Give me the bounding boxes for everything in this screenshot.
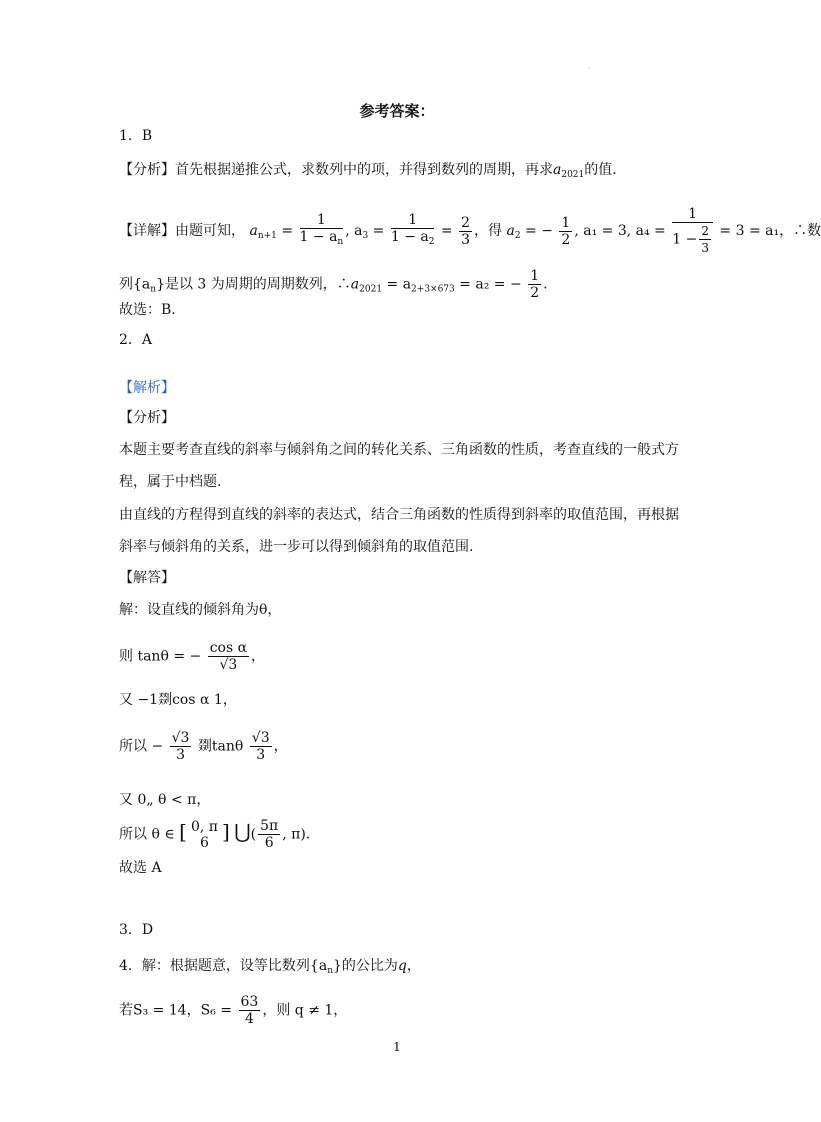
q2-analysis-tag: 【分析】 (119, 410, 175, 426)
q1-analysis (119, 160, 617, 185)
frac-num: √3 (171, 730, 190, 746)
frac-den: 2 (530, 285, 540, 301)
frac-den: 3 (176, 747, 186, 763)
frac-5pi-6 (258, 818, 280, 851)
frac-den (672, 223, 713, 256)
detail-text: ，得 (474, 223, 503, 239)
q4-text: 4．解：根据题意，设等比数列 (119, 958, 310, 974)
frac-sqrt3-3 (170, 730, 192, 763)
math-text: 所以 θ ∈ (119, 826, 175, 843)
sqrt: √3 (219, 657, 238, 673)
frac-num: 1 (391, 212, 435, 229)
math-text: } (156, 276, 165, 293)
math-sub: n (150, 284, 157, 295)
frac-1-2 (528, 268, 541, 301)
detail-text: ，∴数 (779, 223, 821, 239)
math-text: . (543, 276, 548, 293)
math-sub: n (337, 237, 344, 247)
math-a: a (506, 223, 515, 239)
math-text: 1 − (672, 231, 698, 248)
math-text: = a₂ = − (459, 276, 522, 293)
frac-cos-sqrt3 (208, 640, 249, 673)
page-title: 参考答案： (359, 102, 435, 120)
detail-text: 是以 3 为周期的周期数列，∴ (164, 276, 351, 293)
frac-1-over-1-an (300, 212, 344, 250)
q2-number: 2．A (119, 332, 153, 348)
q1-choice: 故选：B. (119, 302, 176, 318)
frac-den: 3 (461, 231, 471, 248)
frac-63-4 (239, 994, 261, 1027)
q2-answer-tag: 【解答】 (119, 570, 175, 586)
q1-sequence (119, 268, 548, 301)
analysis-text-end: 的值. (584, 162, 617, 178)
frac-den (391, 229, 435, 250)
q2-parse-tag: 【解析】 (119, 380, 175, 396)
q4-line-2 (119, 994, 347, 1027)
frac-num: 5π (260, 818, 279, 834)
math-text: S₃ = 14 (133, 1002, 187, 1019)
frac-den: 3 (256, 747, 266, 763)
frac-nested (672, 206, 713, 256)
frac-2-3-inner (699, 223, 711, 256)
q2-tan-range (119, 730, 288, 763)
math-sub: 2021 (561, 170, 585, 180)
math-text: {a (133, 276, 151, 293)
math-sub: 3 (362, 231, 369, 241)
detail-text: 由题可知， (175, 223, 245, 239)
frac-num: √3 (251, 730, 270, 746)
math-text: ( (250, 826, 257, 843)
math-text: = a (386, 276, 412, 293)
math-text: , a₁ = 3, a₄ = (574, 223, 666, 239)
math-text: ， (406, 958, 421, 974)
detail-text: 列 (119, 276, 133, 293)
math-text: 1 − a (390, 229, 429, 245)
math-text: 1 − a (299, 229, 338, 245)
math-q: q (397, 958, 407, 974)
math-text: {a (309, 958, 328, 974)
frac-den: 4 (244, 1011, 254, 1027)
math-union: ⋃ (234, 819, 251, 844)
q4-text: ，则 q ≠ 1， (262, 1002, 348, 1019)
bracket-right: ] (221, 819, 230, 844)
frac-den (208, 657, 249, 673)
math-text: ，S₆ = (186, 1002, 233, 1019)
frac-den: 2 (561, 231, 571, 248)
math-sub: 2 (428, 237, 435, 247)
q4-line-1 (119, 956, 421, 981)
frac-den: 6 (264, 835, 274, 851)
math-text: } (332, 958, 342, 974)
q2-para-2: 程，属于中档题. (119, 474, 222, 490)
math-sub: n+1 (257, 231, 277, 241)
analysis-text: 首先根据递推公式，求数列中的项，并得到数列的周期，再求 (175, 162, 553, 178)
detail-tag: 【详解】 (119, 223, 175, 239)
math-sub: 2+3×673 (411, 284, 455, 295)
math-text: ， (273, 738, 288, 755)
math-text: = 3 = a₁ (719, 223, 780, 239)
frac-den: 3 (701, 241, 709, 255)
q2-cos-range: 又 −1剟cos α 1， (119, 692, 237, 708)
frac-num: 0, π (190, 818, 218, 835)
math-sub: 2 (514, 231, 521, 241)
math-a: a (249, 223, 258, 239)
frac-num: 1 (300, 212, 344, 229)
frac-num: 1 (561, 214, 571, 231)
page-number: 1 (393, 1040, 401, 1054)
q1-number: 1．B (119, 128, 153, 144)
math-eq: = (440, 223, 453, 239)
frac-2-3 (459, 215, 472, 248)
math-sub: 2021 (359, 284, 383, 295)
frac-1-over-1-a2 (391, 212, 435, 250)
frac-num: 2 (701, 224, 709, 238)
q1-detail (119, 206, 821, 256)
frac-num: 63 (240, 994, 259, 1010)
frac-den: 6 (200, 834, 209, 851)
frac-num: cos α (209, 640, 248, 656)
frac-sqrt3-3 (250, 730, 272, 763)
frac-0-pi6 (189, 819, 220, 851)
math-text: 则 tanθ = − (119, 648, 202, 665)
q2-para-4: 斜率与倾斜角的关系，进一步可以得到倾斜角的取值范围. (119, 539, 474, 555)
math-a: a (350, 276, 360, 293)
math-a: , a (345, 223, 363, 239)
q2-theta-result (119, 818, 310, 851)
frac-den (300, 229, 344, 250)
q3-number: 3．D (119, 922, 154, 938)
frac-num: 1 (530, 268, 540, 284)
frac-num: 2 (461, 214, 471, 231)
top-mark: · (588, 64, 591, 73)
math-sub: n (327, 966, 333, 976)
math-text: ， (251, 648, 266, 665)
math-text: , π). (282, 826, 311, 843)
math-text: 剟tanθ (197, 738, 244, 755)
bracket-left: [ (179, 819, 187, 844)
q2-choice: 故选 A (119, 860, 162, 876)
q4-text: 若 (119, 1002, 133, 1019)
q4-text: 的公比为 (341, 958, 398, 974)
q2-para-3: 由直线的方程得到直线的斜率的表达式，结合三角函数的性质得到斜率的取值范围，再根据 (119, 507, 679, 523)
q2-theta-range: 又 0„ θ < π， (119, 792, 211, 808)
q2-tan-eq (119, 640, 265, 673)
analysis-tag: 【分析】 (119, 162, 175, 178)
q2-para-1: 本题主要考查直线的斜率与倾斜角之间的转化关系、三角函数的性质，考查直线的一般式方 (119, 442, 679, 458)
math-eq: = (372, 223, 385, 239)
math-eq: = − (525, 223, 553, 239)
math-eq: = (281, 223, 294, 239)
math-text: 所以 − (119, 738, 164, 755)
frac-1-2 (559, 215, 572, 248)
math-a: a (553, 162, 562, 178)
frac-num: 1 (672, 206, 713, 223)
q2-sol-1: 解：设直线的倾斜角为θ， (119, 602, 282, 618)
